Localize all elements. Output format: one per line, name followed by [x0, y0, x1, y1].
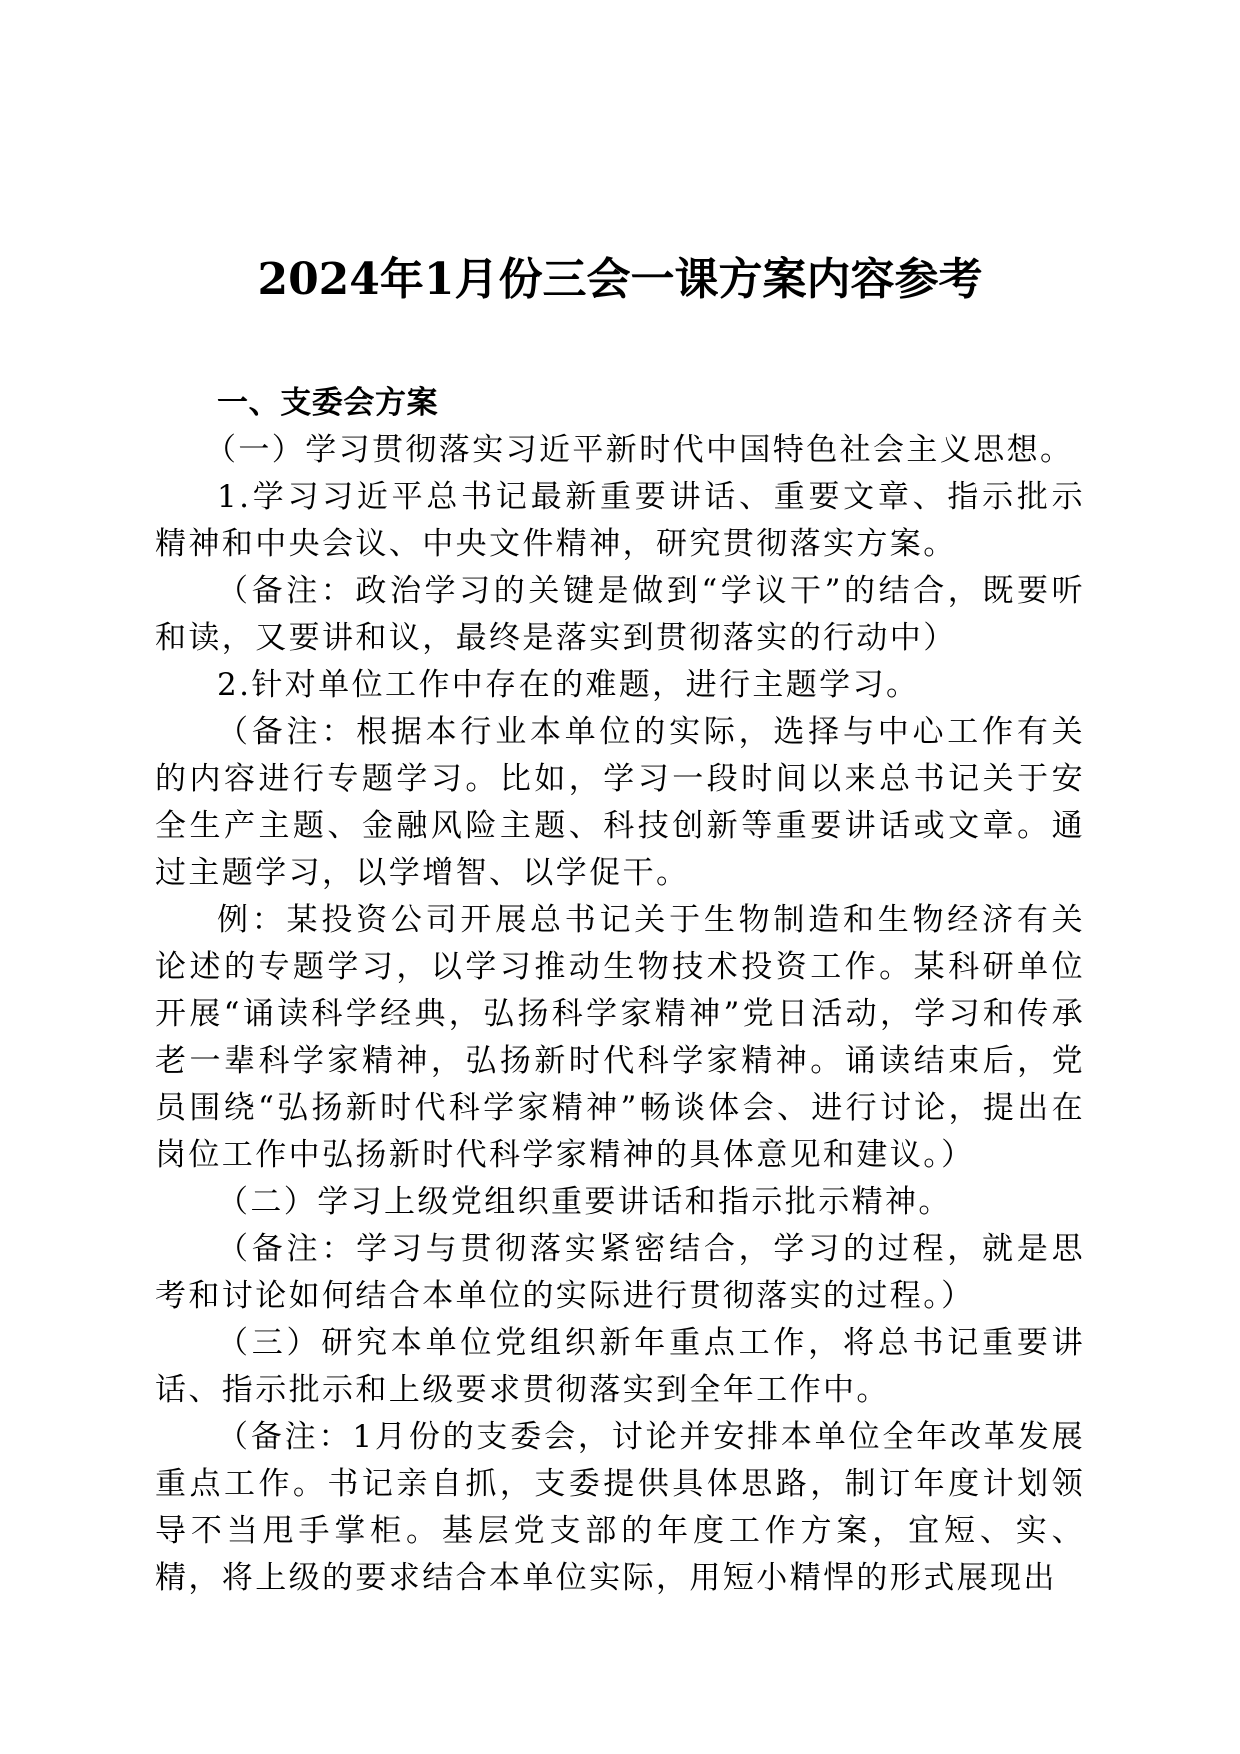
paragraph: 1.学习习近平总书记最新重要讲话、重要文章、指示批示精神和中央会议、中央文件精神，研究贯彻落实方案。 — [155, 479, 1085, 562]
paragraph-example: 例：某投资公司开展总书记关于生物制造和生物经济有关论述的专题学习，以学习推动生物技术投资工作。某科研单位开展“诵读科学经典，弘扬科学家精神”党日活动，学习和传承老一辈科学家精神，弘扬新时代科学家精神。诵读结束后，党员围绕“弘扬新时代科学家精神”畅谈体会、进行讨论，提出在岗位工作中弘扬新时代科学家精神的具体意见和建议。） — [155, 902, 1085, 1173]
subsection-heading: （一）学习贯彻落实习近平新时代中国特色社会主义思想。 — [205, 432, 1074, 468]
subsection-heading: （二）学习上级党组织重要讲话和指示批示精神。 — [217, 1184, 952, 1220]
paragraph: 2.针对单位工作中存在的难题，进行主题学习。 — [217, 667, 920, 703]
document-title: 2024年1月份三会一课方案内容参考 — [257, 254, 983, 305]
paragraph-note: （备注：学习与贯彻落实紧密结合，学习的过程，就是思考和讨论如何结合本单位的实际进行贯彻落实的过程。） — [155, 1231, 1085, 1314]
paragraph-note: （备注：根据本行业本单位的实际，选择与中心工作有关的内容进行专题学习。比如，学习一段时间以来总书记关于安全生产主题、金融风险主题、科技创新等重要讲话或文章。通过主题学习，以学增智、以学促干。 — [155, 714, 1085, 891]
subsection-heading: （三）研究本单位党组织新年重点工作，将总书记重要讲话、指示批示和上级要求贯彻落实到全年工作中。 — [155, 1325, 1085, 1408]
paragraph-note: （备注：政治学习的关键是做到“学议干”的结合，既要听和读，又要讲和议，最终是落实到贯彻落实的行动中） — [155, 573, 1085, 656]
paragraph-note: （备注：1月份的支委会，讨论并安排本单位全年改革发展重点工作。书记亲自抓，支委提供具体思路，制订年度计划领导不当甩手掌柜。基层党支部的年度工作方案，宜短、实、精，将上级的要求结合本单位实际，用短小精悍的形式展现出 — [155, 1419, 1085, 1596]
document-body — [155, 380, 1085, 1602]
section-heading: 一、支委会方案 — [217, 385, 439, 421]
